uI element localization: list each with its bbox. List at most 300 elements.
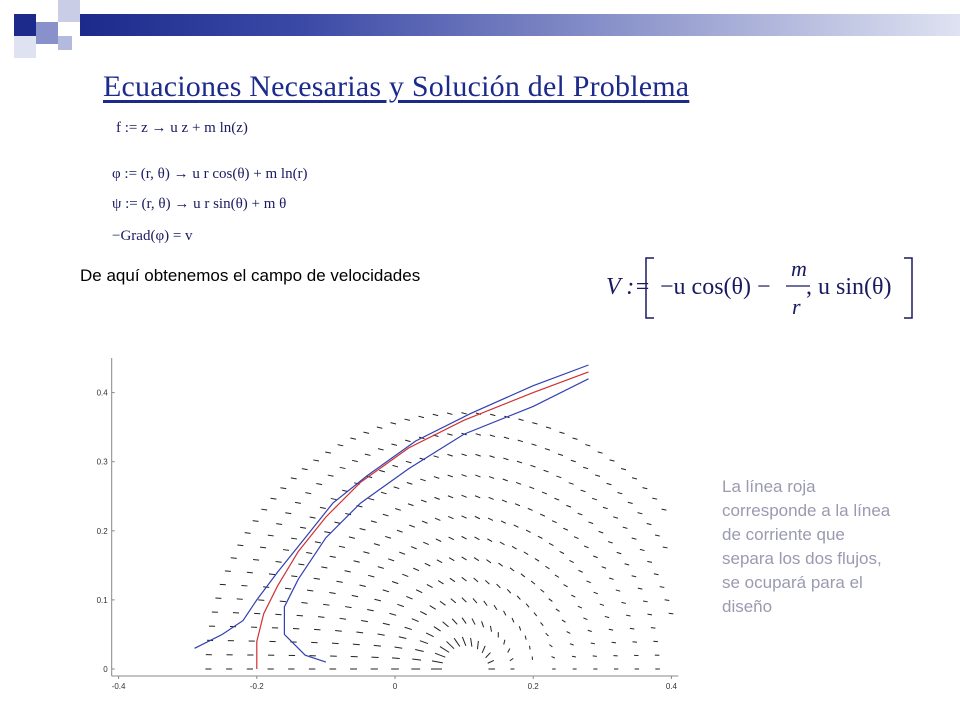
velocity-arrow — [586, 581, 590, 583]
velocity-arrow — [512, 546, 516, 549]
velocity-arrow — [475, 496, 480, 498]
velocity-arrow — [564, 585, 568, 587]
velocity-arrow — [271, 498, 277, 499]
velocity-arrow — [531, 444, 536, 446]
velocity-arrow — [298, 564, 304, 565]
y-tick-label: 0 — [103, 665, 108, 674]
velocity-arrow — [583, 467, 588, 468]
velocity-arrow — [314, 629, 320, 630]
deco-square-mid — [36, 22, 58, 44]
velocity-arrow — [544, 470, 549, 472]
velocity-arrow — [599, 531, 604, 533]
velocity-arrow — [320, 507, 326, 508]
velocity-arrow — [340, 618, 347, 619]
velocity-arrow — [484, 601, 487, 606]
velocity-arrow — [448, 516, 453, 518]
velocity-arrow — [368, 575, 374, 577]
deco-square-small — [58, 36, 72, 50]
velocity-arrow — [567, 632, 571, 634]
y-tick-label: 0.2 — [96, 526, 108, 536]
velocity-arrow — [421, 500, 426, 502]
velocity-term1: −u cos(θ) − — [660, 274, 771, 300]
velocity-arrow — [623, 527, 628, 528]
velocity-arrow — [412, 659, 421, 660]
velocity-arrow — [660, 587, 665, 588]
velocity-arrow — [592, 498, 597, 500]
velocity-arrow — [593, 556, 597, 558]
velocity-arrow — [415, 649, 423, 651]
velocity-arrow — [610, 460, 615, 461]
velocity-arrow — [435, 518, 440, 520]
velocity-arrow — [394, 487, 400, 489]
velocity-arrow — [253, 559, 259, 560]
velocity-arrow — [642, 488, 647, 489]
y-tick-label: 0.3 — [96, 457, 108, 467]
velocity-arrow — [600, 604, 604, 605]
velocity-arrow — [632, 576, 637, 577]
velocity-arrow — [613, 517, 618, 518]
velocity-arrow — [397, 530, 403, 532]
velocity-arrow — [612, 642, 616, 643]
x-tick-label: -0.4 — [111, 682, 126, 691]
inner-boundary-streamline — [284, 379, 588, 662]
velocity-arrow — [363, 552, 369, 554]
velocity-arrow — [462, 637, 466, 646]
velocity-arrow — [411, 547, 417, 549]
velocity-arrow — [609, 629, 613, 630]
velocity-arrow — [665, 600, 670, 601]
velocity-arrow — [588, 630, 592, 631]
velocity-arrow — [378, 449, 384, 450]
velocity-arrow — [285, 513, 291, 514]
velocity-arrow — [440, 647, 449, 653]
velocity-arrow — [339, 546, 345, 547]
velocity-arrow — [594, 592, 598, 594]
velocity-arrow — [462, 495, 467, 497]
velocity-arrow — [486, 560, 491, 563]
velocity-arrow — [512, 618, 514, 622]
velocity-arrow — [438, 581, 443, 584]
velocity-arrow — [295, 502, 301, 503]
velocity-arrow — [531, 581, 535, 584]
velocity-arrow — [450, 578, 455, 582]
velocity-arrow — [437, 560, 442, 563]
velocity-arrow — [426, 633, 434, 637]
velocity-arrow — [572, 656, 576, 657]
velocity-arrow — [549, 543, 553, 545]
velocity-arrow — [632, 538, 637, 539]
velocity-arrow — [530, 465, 535, 467]
velocity-arrow — [447, 434, 452, 436]
velocity-arrow — [291, 576, 297, 577]
velocity-arrow — [562, 620, 566, 622]
velocity-arrow — [621, 468, 626, 469]
velocity-arrow — [654, 574, 659, 575]
velocity-arrow — [540, 514, 545, 516]
velocity-arrow — [360, 528, 366, 530]
velocity-arrow — [504, 640, 505, 645]
equation-f: f := z → u z + m ln(z) — [116, 120, 248, 136]
velocity-arrow — [280, 488, 286, 489]
velocity-arrow — [449, 558, 454, 561]
velocity-arrow — [473, 598, 477, 603]
streamline-plot — [86, 358, 696, 696]
deco-square-dark — [14, 14, 36, 36]
velocity-arrow — [538, 536, 543, 538]
velocity-arrow — [549, 599, 553, 602]
velocity-arrow — [555, 575, 559, 577]
velocity-arrow — [291, 478, 297, 479]
velocity-arrow — [556, 609, 560, 612]
velocity-frac-num: m — [791, 256, 807, 281]
velocity-arrow — [655, 535, 660, 536]
velocity-arrow — [330, 556, 336, 557]
velocity-arrow — [519, 626, 520, 630]
velocity-arrow — [609, 578, 613, 579]
equation-psi: ψ := (r, θ) → u r sin(θ) + m θ — [112, 196, 287, 212]
velocity-arrow — [502, 500, 507, 502]
velocity-arrow — [507, 589, 511, 593]
velocity-arrow — [336, 581, 342, 582]
velocity-arrow — [310, 517, 316, 518]
velocity-arrow — [374, 599, 380, 601]
velocity-arrow — [462, 516, 467, 518]
equation-grad: −Grad(φ) = v — [112, 228, 193, 244]
velocity-arrow — [524, 552, 528, 555]
velocity-arrow — [521, 574, 525, 577]
velocity-arrow — [489, 497, 494, 499]
velocity-arrow — [474, 558, 479, 561]
velocity-arrow — [452, 619, 457, 625]
velocity-arrow — [378, 567, 384, 569]
velocity-arrow — [581, 490, 586, 492]
velocity-arrow — [556, 476, 561, 478]
velocity-arrow — [617, 492, 622, 493]
velocity-arrow — [503, 479, 508, 481]
velocity-arrow — [560, 551, 564, 553]
velocity-arrow — [420, 611, 426, 614]
velocity-arrow — [448, 496, 453, 498]
velocity-arrow — [588, 522, 593, 524]
velocity-arrow — [383, 590, 389, 592]
velocity-arrow — [423, 542, 429, 544]
velocity-arrow — [385, 536, 391, 538]
velocity-arrow — [475, 537, 480, 540]
velocity-arrow — [490, 626, 491, 632]
velocity-arrow — [638, 513, 643, 514]
velocity-arrow — [436, 539, 441, 542]
velocity-arrow — [352, 460, 358, 461]
velocity-arrow — [359, 585, 365, 586]
right-bracket — [904, 258, 912, 318]
velocity-arrow — [504, 611, 506, 616]
velocity-arrow — [305, 493, 311, 494]
velocity-arrow — [448, 475, 453, 477]
velocity-arrow — [540, 589, 544, 592]
velocity-arrow — [440, 601, 446, 605]
velocity-arrow — [356, 632, 363, 633]
velocity-arrow — [462, 557, 467, 560]
velocity-arrow — [316, 483, 322, 484]
velocity-arrow — [413, 568, 419, 571]
velocity-arrow — [392, 465, 398, 467]
velocity-arrow — [307, 590, 313, 591]
velocity-arrow — [352, 595, 358, 596]
velocity-arrow — [353, 644, 360, 645]
velocity-arrow — [306, 553, 312, 554]
velocity-arrow — [237, 545, 243, 546]
velocity-arrow — [528, 508, 533, 510]
velocity-arrow — [402, 574, 408, 576]
velocity-arrow — [404, 419, 409, 420]
velocity-arrow — [546, 427, 551, 428]
velocity-arrow — [552, 521, 557, 523]
velocity-arrow — [313, 460, 319, 461]
velocity-arrow — [518, 440, 523, 442]
velocity-arrow — [446, 641, 454, 648]
velocity-arrow — [245, 533, 251, 534]
velocity-arrow — [261, 509, 267, 510]
header-bar — [80, 14, 960, 36]
velocity-arrow — [395, 508, 401, 510]
velocity-arrow — [324, 532, 330, 533]
velocity-arrow — [409, 525, 415, 527]
velocity-arrow — [630, 628, 634, 629]
velocity-arrow — [434, 627, 441, 632]
velocity-arrow — [569, 560, 573, 562]
velocity-arrow — [498, 563, 502, 566]
velocity-arrow — [647, 614, 652, 615]
velocity-arrow — [425, 563, 431, 566]
velocity-arrow — [554, 498, 559, 500]
velocity-arrow — [462, 577, 467, 581]
velocity-arrow — [616, 590, 620, 591]
velocity-arrow — [325, 452, 331, 453]
velocity-arrow — [486, 653, 491, 658]
velocity-arrow — [407, 483, 413, 485]
velocity-arrow — [546, 633, 549, 636]
velocity-arrow — [462, 536, 467, 539]
velocity-arrow — [602, 567, 606, 569]
velocity-arrow — [514, 525, 519, 527]
velocity-arrow — [406, 596, 412, 599]
velocity-arrow — [408, 504, 414, 506]
velocity-lhs: V := — [606, 274, 651, 300]
velocity-arrow — [367, 609, 374, 610]
velocity-arrow — [583, 618, 587, 620]
velocity-arrow — [231, 558, 237, 559]
velocity-arrow — [628, 502, 633, 503]
velocity-arrow — [276, 524, 282, 525]
velocity-arrow — [405, 627, 412, 629]
velocity-arrow — [323, 604, 329, 605]
velocity-arrow — [525, 636, 526, 640]
velocity-arrow — [369, 498, 375, 500]
velocity-arrow — [331, 498, 337, 499]
velocity-arrow — [449, 537, 454, 540]
velocity-arrow — [388, 559, 394, 561]
velocity-arrow — [462, 618, 466, 624]
velocity-arrow — [397, 604, 404, 606]
velocity-arrow — [517, 596, 520, 600]
velocity-arrow — [621, 602, 625, 603]
velocity-arrow — [541, 622, 544, 625]
velocity-arrow — [280, 601, 286, 602]
velocity-arrow — [584, 546, 589, 548]
velocity-arrow — [420, 479, 425, 481]
velocity-arrow — [374, 645, 381, 646]
velocity-arrows — [86, 358, 673, 669]
velocity-arrow — [518, 419, 523, 420]
velocity-arrow — [406, 461, 411, 463]
velocity-arrow — [534, 613, 537, 616]
velocity-arrow — [395, 647, 403, 648]
velocity-arrow — [571, 595, 575, 597]
velocity-arrow — [461, 454, 466, 456]
y-tick-label: 0.4 — [96, 388, 108, 398]
velocity-arrow — [510, 568, 514, 571]
velocity-arrow — [269, 574, 275, 575]
velocity-arrow — [314, 578, 320, 579]
velocity-arrow — [374, 544, 380, 546]
velocity-arrow — [430, 606, 436, 610]
velocity-arrow — [461, 475, 466, 477]
velocity-arrow — [392, 581, 398, 583]
velocity-arrow — [476, 454, 481, 456]
velocity-equation — [600, 254, 920, 324]
x-tick-label: -0.2 — [249, 682, 264, 691]
velocity-arrow — [569, 483, 574, 485]
velocity-arrow — [345, 571, 351, 572]
x-tick-label: 0.2 — [527, 682, 539, 691]
velocity-arrow — [669, 613, 674, 614]
velocity-arrow — [315, 542, 321, 543]
velocity-arrow — [405, 440, 410, 441]
velocity-arrow — [378, 634, 385, 635]
velocity-arrow — [663, 547, 668, 548]
velocity-arrow — [532, 423, 537, 424]
velocity-arrow — [371, 521, 377, 523]
velocity-arrow — [354, 561, 360, 562]
velocity-arrow — [662, 509, 667, 510]
velocity-arrow — [643, 601, 648, 602]
velocity-arrow — [285, 588, 291, 589]
velocity-arrow — [260, 547, 266, 548]
velocity-arrow — [647, 561, 652, 562]
velocity-arrow — [427, 584, 433, 587]
velocity-frac-den: r — [792, 294, 801, 319]
velocity-arrow — [578, 606, 582, 608]
velocity-arrow — [383, 514, 389, 516]
velocity-arrow — [585, 445, 590, 446]
velocity-arrow — [419, 416, 424, 417]
velocity-arrow — [321, 567, 327, 568]
velocity-arrow — [379, 470, 385, 471]
velocity-arrow — [383, 623, 390, 625]
velocity-arrow — [488, 518, 493, 520]
velocity-arrow — [283, 550, 289, 551]
velocity-arrow — [608, 542, 613, 543]
velocity-arrow — [482, 646, 485, 653]
velocity-arrow — [497, 584, 501, 588]
streamlines — [195, 365, 589, 669]
velocity-arrow — [377, 427, 383, 428]
velocity-arrow — [338, 445, 344, 446]
velocity-arrow — [420, 641, 428, 644]
velocity-arrow — [652, 498, 657, 499]
velocity-arrow — [422, 521, 427, 523]
velocity-arrow — [447, 413, 452, 414]
velocity-arrow — [515, 504, 520, 506]
velocity-arrow — [399, 552, 405, 554]
velocity-arrow — [529, 487, 534, 489]
velocity-arrow — [391, 423, 396, 424]
velocity-arrow — [500, 542, 505, 545]
velocity-arrow — [545, 566, 549, 569]
velocity-arrow — [391, 444, 397, 445]
velocity-arrow — [276, 562, 282, 563]
velocity-arrow — [329, 592, 335, 593]
dividing-streamline — [257, 372, 589, 669]
velocity-arrow — [475, 516, 480, 518]
velocity-arrow — [570, 644, 574, 645]
velocity-arrow — [489, 477, 494, 479]
velocity-arrow — [526, 604, 529, 608]
velocity-arrow — [558, 454, 563, 456]
velocity-arrow — [334, 522, 340, 523]
velocity-term2: , u sin(θ) — [806, 274, 892, 300]
velocity-arrow — [605, 616, 609, 617]
plot-axes — [112, 358, 679, 676]
velocity-arrow — [253, 521, 259, 522]
velocity-arrow — [297, 615, 303, 616]
slide-title: Ecuaciones Necesarias y Solución del Problema — [103, 70, 690, 103]
velocity-arrow — [472, 619, 475, 625]
velocity-arrow — [335, 631, 342, 632]
velocity-arrow — [651, 628, 656, 629]
velocity-arrow — [349, 537, 355, 538]
velocity-arrow — [361, 620, 368, 621]
velocity-arrow — [268, 535, 274, 536]
velocity-arrow — [432, 661, 443, 663]
velocity-arrow — [443, 622, 449, 627]
velocity-arrow — [526, 530, 531, 532]
velocity-arrow — [598, 452, 603, 453]
velocity-arrow — [563, 528, 568, 530]
velocity-arrow — [477, 641, 478, 649]
velocity-arrow — [490, 435, 495, 437]
velocity-arrow — [345, 607, 351, 608]
velocity-arrow — [487, 539, 492, 542]
velocity-arrow — [389, 613, 396, 615]
velocity-arrow — [638, 588, 643, 589]
velocity-arrow — [433, 456, 438, 458]
velocity-arrow — [340, 467, 346, 468]
velocity-arrow — [535, 559, 539, 562]
velocity-arrow — [489, 456, 494, 458]
velocity-arrow — [328, 475, 334, 476]
velocity-arrow — [566, 505, 571, 507]
velocity-arrow — [573, 438, 578, 439]
velocity-arrow — [545, 449, 550, 451]
velocity-arrow — [416, 590, 422, 593]
velocity-arrow — [291, 538, 297, 539]
velocity-arrow — [578, 570, 582, 572]
velocity-arrow — [516, 482, 521, 484]
velocity-arrow — [485, 580, 489, 584]
velocity-arrow — [574, 537, 579, 539]
velocity-arrow — [571, 460, 576, 461]
